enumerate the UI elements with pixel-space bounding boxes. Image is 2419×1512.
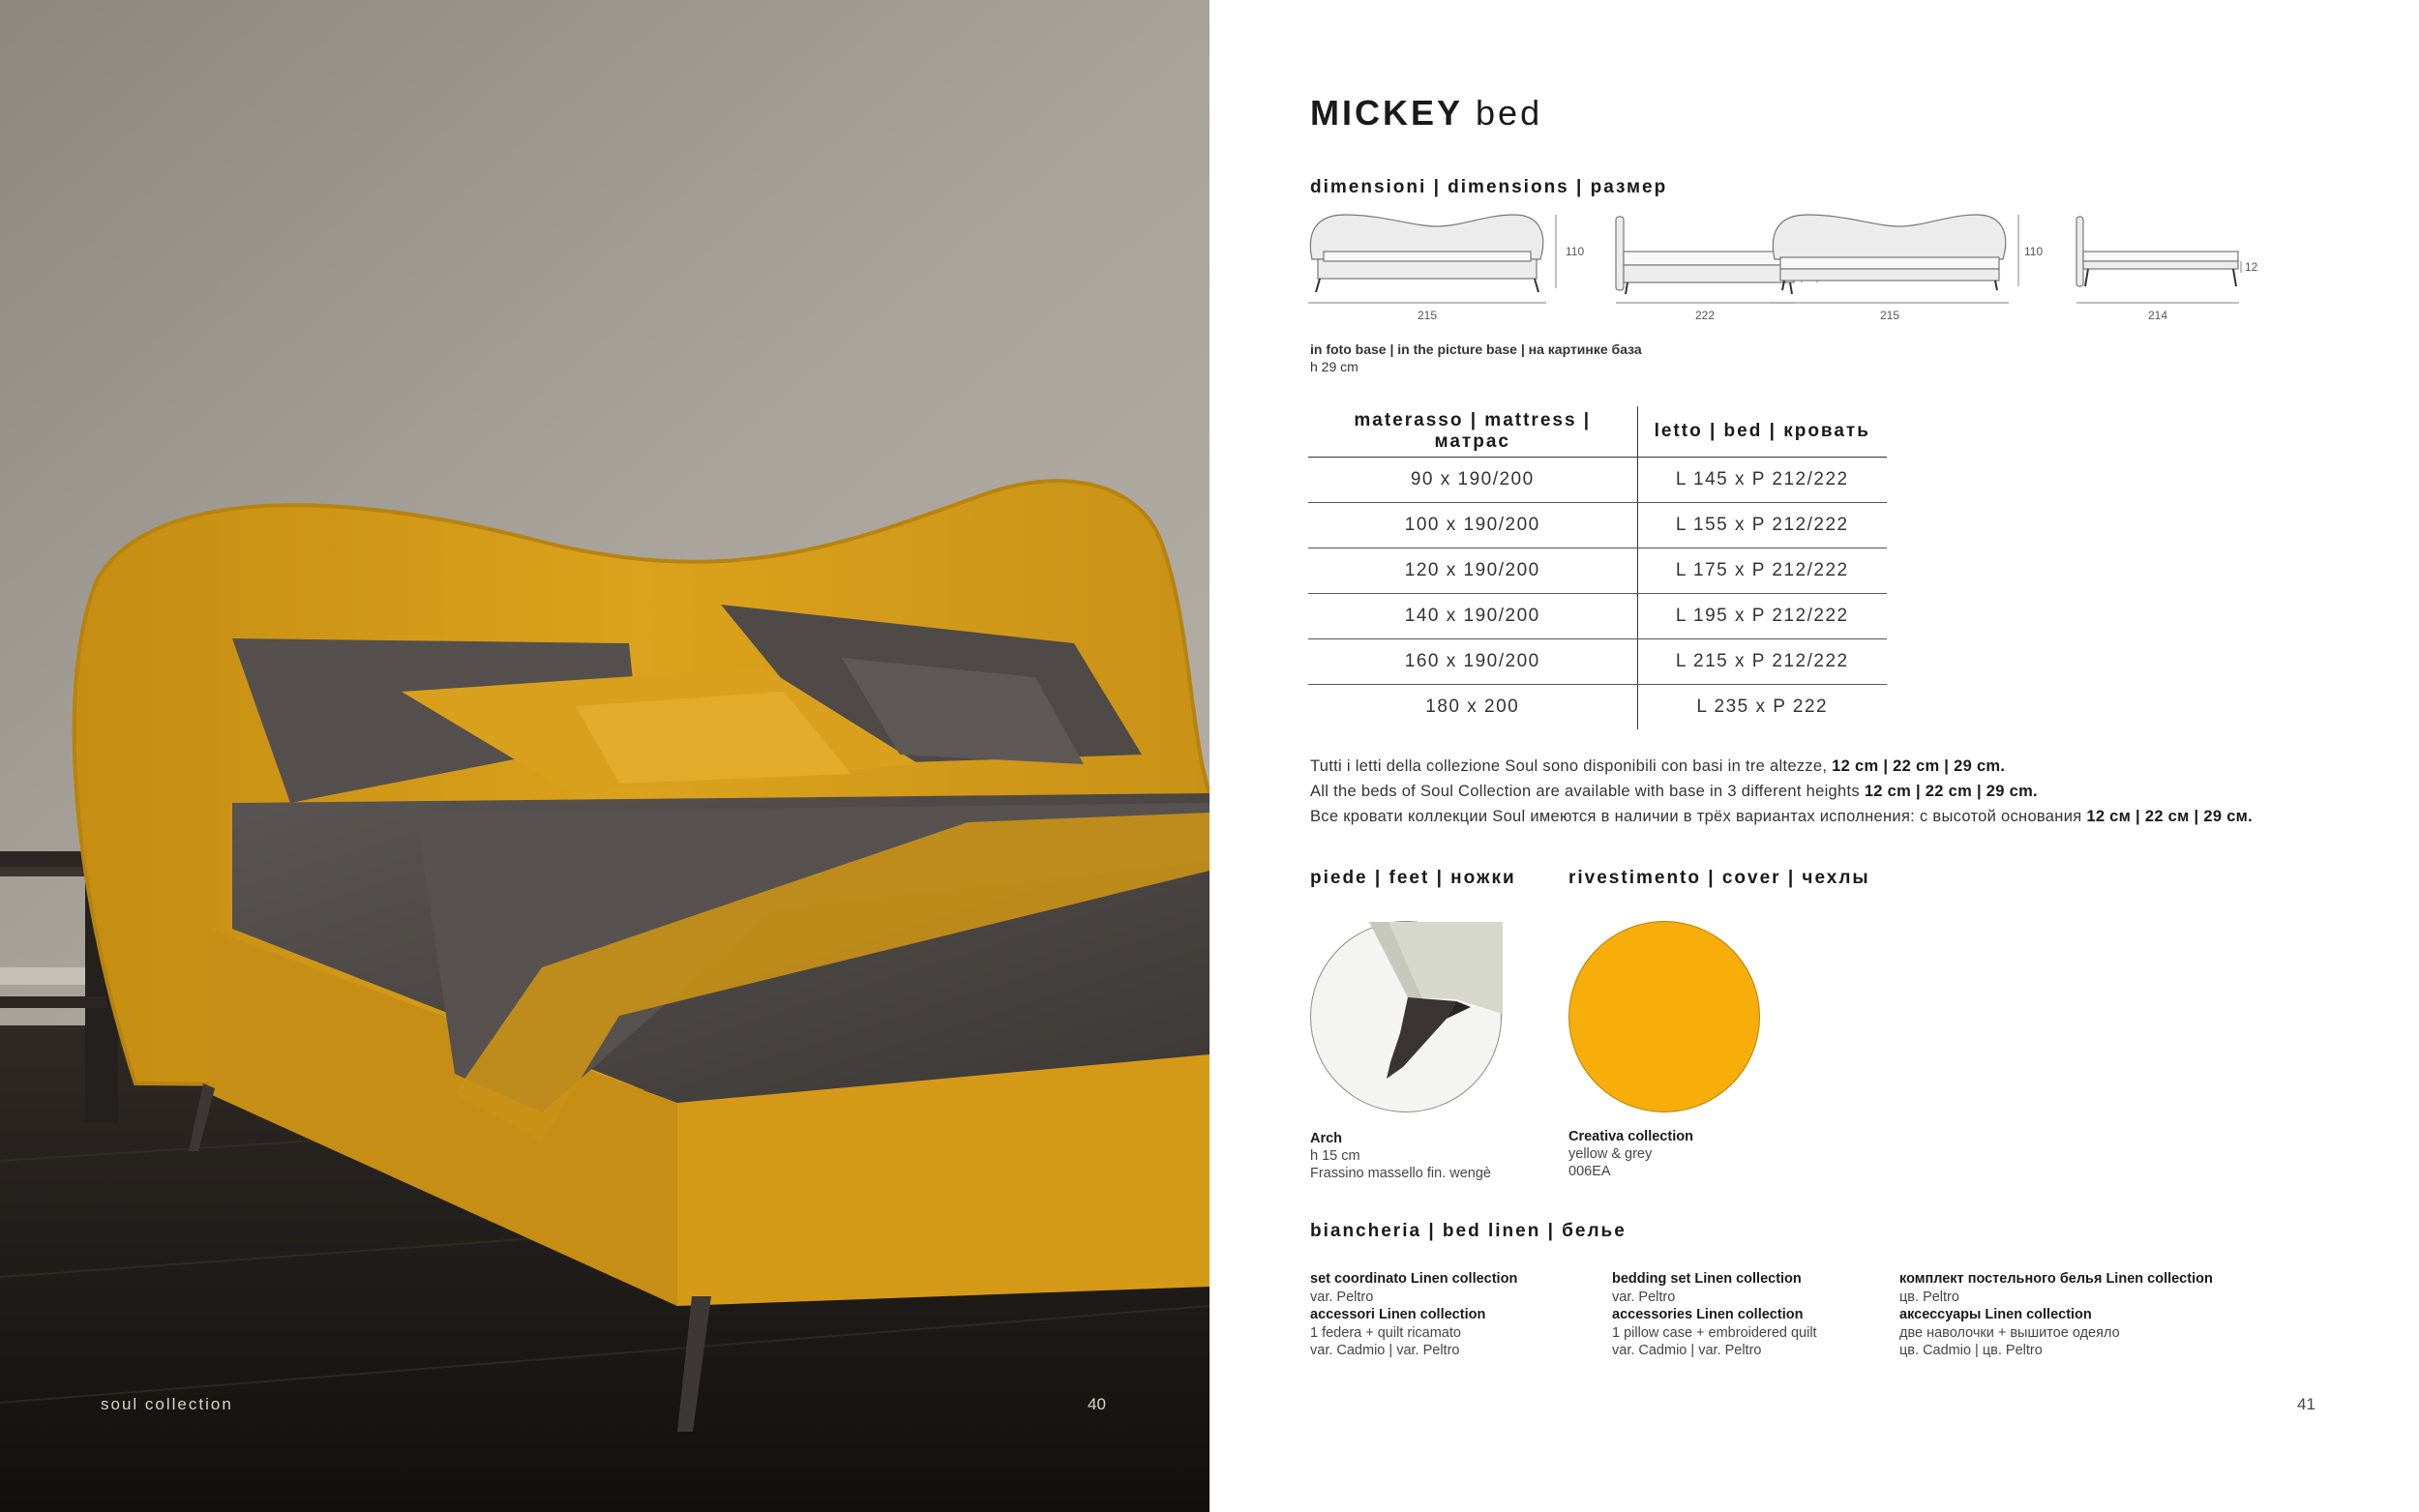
mattress-size-cell: 90 x 190/200: [1308, 457, 1637, 502]
dim-front-2-height: 110: [2024, 245, 2044, 258]
front-view-drawing: [1308, 215, 1556, 303]
bed-size-cell: L 155 x P 212/222: [1637, 502, 1887, 548]
product-title: [1310, 93, 1542, 133]
linen-accessories-desc: две наволочки + вышитое одеяло: [1899, 1324, 2120, 1341]
table-row: [1308, 502, 1887, 548]
bed-size-cell: L 195 x P 212/222: [1637, 593, 1887, 638]
table-row: [1308, 457, 1887, 502]
availability-it-heights: 12 cm | 22 cm | 29 cm.: [1832, 757, 2006, 775]
linen-column-ru: [1899, 1270, 2213, 1360]
availability-ru: Все кровати коллекции Soul имеются в наличии в трёх вариантах исполнения: с высотой основания: [1310, 808, 2082, 825]
cover-caption: [1568, 1128, 1693, 1180]
feet-heading: piede | feet | ножки: [1310, 868, 1516, 888]
feet-swatch: [1310, 921, 1502, 1112]
mattress-size-cell: 160 x 190/200: [1308, 638, 1637, 684]
dim-front-2-width: 215: [1879, 309, 1900, 322]
availability-en-heights: 12 cm | 22 cm | 29 cm.: [1864, 783, 2038, 800]
linen-accessories-title: accessories Linen collection: [1612, 1307, 1804, 1322]
front-view-drawing-2: [1771, 215, 2018, 303]
side-view-drawing-2: [2076, 217, 2241, 303]
linen-column-en: [1612, 1270, 1817, 1360]
mattress-size-cell: 180 x 200: [1308, 684, 1637, 729]
table-row: [1308, 684, 1887, 729]
mattress-size-cell: 100 x 190/200: [1308, 502, 1637, 548]
table-row: [1308, 593, 1887, 638]
mattress-size-cell: 120 x 190/200: [1308, 548, 1637, 593]
dim-side-1-depth: 222: [1694, 309, 1716, 322]
feet-caption: [1310, 1130, 1491, 1182]
linen-accessories-desc: 1 pillow case + embroidered quilt: [1612, 1324, 1817, 1341]
cover-heading: rivestimento | cover | чехлы: [1568, 868, 1870, 888]
availability-ru-heights: 12 см | 22 см | 29 см.: [2086, 808, 2254, 825]
cover-colors: yellow & grey: [1568, 1146, 1653, 1162]
linen-set-title: комплект постельного белья Linen collection: [1899, 1271, 2213, 1287]
dimensions-heading: dimensioni | dimensions | размер: [1310, 177, 1668, 197]
product-name: MICKEY: [1310, 93, 1464, 133]
table-row: [1308, 638, 1887, 684]
availability-it: Tutti i letti della collezione Soul sono disponibili con basi in tre altezze,: [1310, 757, 1828, 775]
right-page-specs: [1210, 0, 2419, 1512]
linen-set-variant: цв. Peltro: [1899, 1289, 1959, 1305]
size-table-header: [1308, 406, 1887, 457]
dimension-drawings: [1306, 203, 2258, 329]
linen-column-it: [1310, 1270, 1517, 1360]
linen-set-title: set coordinato Linen collection: [1310, 1271, 1518, 1287]
page-number-right: 41: [2297, 1395, 2315, 1413]
size-table: [1308, 406, 1887, 729]
dim-front-1-width: 215: [1417, 309, 1438, 322]
linen-accessories-variant: цв. Cadmio | цв. Peltro: [1899, 1343, 2043, 1358]
mattress-column-header: materasso | mattress | матрас: [1308, 406, 1637, 457]
linen-set-title: bedding set Linen collection: [1612, 1271, 1802, 1287]
bed-size-cell: L 215 x P 212/222: [1637, 638, 1887, 684]
dim-front-1-height: 110: [1566, 245, 1585, 258]
mattress-size-cell: 140 x 190/200: [1308, 593, 1637, 638]
page-number-left: 40: [1088, 1395, 1106, 1413]
dim-side-2-base: 12: [2245, 260, 2258, 274]
bed-column-header: letto | bed | кровать: [1637, 406, 1887, 457]
cover-color-swatch: [1568, 921, 1760, 1112]
table-row: [1308, 548, 1887, 593]
linen-accessories-variant: var. Cadmio | var. Peltro: [1310, 1343, 1460, 1358]
linen-accessories-desc: 1 federa + quilt ricamato: [1310, 1324, 1461, 1341]
photo-base-note: [1310, 341, 1642, 375]
feet-height: h 15 cm: [1310, 1148, 1360, 1164]
bed-size-cell: L 175 x P 212/222: [1637, 548, 1887, 593]
feet-finish: Frassino massello fin. wengè: [1310, 1166, 1491, 1181]
linen-heading: biancheria | bed linen | белье: [1310, 1221, 1627, 1241]
feet-name: Arch: [1310, 1131, 1343, 1146]
photo-base-note-title: in foto base | in the picture base | на картинке база: [1310, 341, 1642, 357]
bed-size-cell: L 235 x P 222: [1696, 696, 1829, 717]
cover-name: Creativa collection: [1568, 1129, 1693, 1144]
dim-side-2-depth: 214: [2147, 309, 2168, 322]
linen-set-variant: var. Peltro: [1612, 1289, 1676, 1305]
bed-size-cell: L 145 x P 212/222: [1637, 457, 1887, 502]
linen-set-variant: var. Peltro: [1310, 1289, 1374, 1305]
footer-collection-label: soul collection: [101, 1395, 233, 1413]
linen-accessories-title: accessori Linen collection: [1310, 1307, 1486, 1322]
availability-text: [1310, 754, 2253, 829]
photo-base-note-height: h 29 cm: [1310, 359, 1359, 374]
linen-accessories-title: аксессуары Linen collection: [1899, 1307, 2092, 1322]
product-type: bed: [1476, 93, 1543, 133]
bed-foot-image: [1311, 922, 1503, 1113]
linen-accessories-variant: var. Cadmio | var. Peltro: [1612, 1343, 1762, 1358]
cover-code: 006EA: [1568, 1164, 1611, 1179]
availability-en: All the beds of Soul Collection are available with base in 3 different heights: [1310, 783, 1860, 800]
